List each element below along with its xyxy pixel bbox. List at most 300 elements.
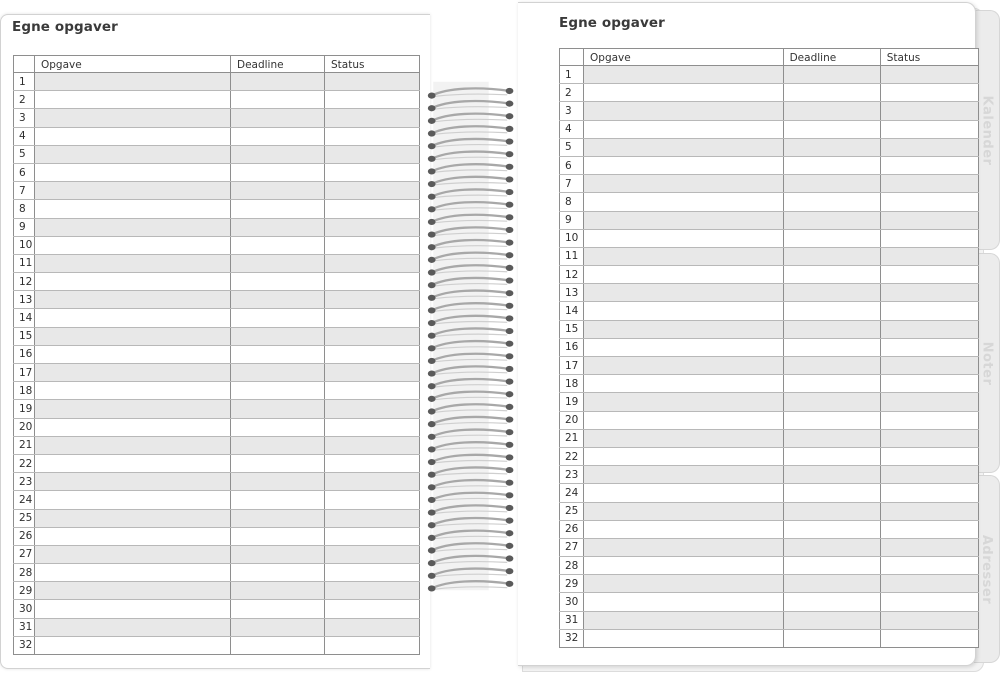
cell-deadline[interactable] xyxy=(231,600,325,618)
cell-status[interactable] xyxy=(880,502,978,520)
cell-deadline[interactable] xyxy=(231,454,325,472)
cell-status[interactable] xyxy=(325,327,420,345)
cell-opgave[interactable] xyxy=(584,120,784,138)
coil-end-right xyxy=(506,555,514,561)
table-row xyxy=(560,593,979,611)
cell-deadline[interactable] xyxy=(231,382,325,400)
cell-status[interactable] xyxy=(325,509,420,527)
cell-deadline[interactable] xyxy=(783,175,880,193)
table-header xyxy=(560,49,979,66)
cell-opgave[interactable] xyxy=(584,447,784,465)
row-number: 31 xyxy=(560,611,584,629)
header-opgave: Opgave xyxy=(35,56,231,73)
cell-status[interactable] xyxy=(325,618,420,636)
cell-deadline[interactable] xyxy=(231,200,325,218)
cell-deadline[interactable] xyxy=(783,611,880,629)
cell-deadline[interactable] xyxy=(783,557,880,575)
cell-opgave[interactable] xyxy=(584,557,784,575)
cell-status[interactable] xyxy=(325,145,420,163)
cell-status[interactable] xyxy=(880,84,978,102)
coil-end-left xyxy=(428,472,436,478)
row-number: 15 xyxy=(14,327,35,345)
cell-deadline[interactable] xyxy=(783,593,880,611)
table-row xyxy=(560,466,979,484)
table-row xyxy=(560,357,979,375)
cell-deadline[interactable] xyxy=(783,193,880,211)
cell-opgave[interactable] xyxy=(35,145,231,163)
cell-status[interactable] xyxy=(880,320,978,338)
coil-end-left xyxy=(428,320,436,326)
cell-deadline[interactable] xyxy=(231,473,325,491)
cell-deadline[interactable] xyxy=(783,120,880,138)
cell-status[interactable] xyxy=(325,382,420,400)
cell-opgave[interactable] xyxy=(584,338,784,356)
cell-status[interactable] xyxy=(325,436,420,454)
cell-status[interactable] xyxy=(880,575,978,593)
row-number: 19 xyxy=(560,393,584,411)
cell-status[interactable] xyxy=(880,629,978,647)
cell-status[interactable] xyxy=(880,538,978,556)
table-row xyxy=(560,120,979,138)
table-row xyxy=(560,338,979,356)
cell-deadline[interactable] xyxy=(231,273,325,291)
row-number: 22 xyxy=(14,454,35,472)
table-row xyxy=(14,582,420,600)
header-number xyxy=(14,56,35,73)
cell-deadline[interactable] xyxy=(231,236,325,254)
row-number: 4 xyxy=(560,120,584,138)
cell-opgave[interactable] xyxy=(35,618,231,636)
cell-opgave[interactable] xyxy=(35,273,231,291)
cell-status[interactable] xyxy=(325,127,420,145)
cell-opgave[interactable] xyxy=(584,538,784,556)
header-status: Status xyxy=(325,56,420,73)
table-row xyxy=(560,156,979,174)
cell-status[interactable] xyxy=(325,473,420,491)
cell-opgave[interactable] xyxy=(584,175,784,193)
cell-deadline[interactable] xyxy=(231,291,325,309)
table-row xyxy=(560,429,979,447)
cell-opgave[interactable] xyxy=(35,527,231,545)
cell-opgave[interactable] xyxy=(35,600,231,618)
coil-end-left xyxy=(428,484,436,490)
cell-opgave[interactable] xyxy=(584,357,784,375)
row-number: 23 xyxy=(14,473,35,491)
row-number: 16 xyxy=(14,345,35,363)
table-row xyxy=(14,345,420,363)
cell-opgave[interactable] xyxy=(35,473,231,491)
header-deadline: Deadline xyxy=(783,49,880,66)
row-number: 29 xyxy=(14,582,35,600)
cell-status[interactable] xyxy=(325,582,420,600)
cell-status[interactable] xyxy=(880,338,978,356)
row-number: 6 xyxy=(14,163,35,181)
row-number: 12 xyxy=(14,273,35,291)
table-row xyxy=(14,600,420,618)
cell-deadline[interactable] xyxy=(783,229,880,247)
row-number: 25 xyxy=(14,509,35,527)
row-number: 30 xyxy=(560,593,584,611)
cell-opgave[interactable] xyxy=(584,375,784,393)
coil-end-left xyxy=(428,522,436,528)
cell-status[interactable] xyxy=(325,291,420,309)
cell-deadline[interactable] xyxy=(783,629,880,647)
cell-deadline[interactable] xyxy=(231,91,325,109)
cell-status[interactable] xyxy=(880,411,978,429)
cell-status[interactable] xyxy=(880,520,978,538)
cell-opgave[interactable] xyxy=(584,429,784,447)
cell-deadline[interactable] xyxy=(231,364,325,382)
cell-opgave[interactable] xyxy=(35,127,231,145)
cell-status[interactable] xyxy=(880,557,978,575)
coil-end-right xyxy=(506,303,514,309)
cell-opgave[interactable] xyxy=(35,254,231,272)
cell-deadline[interactable] xyxy=(783,429,880,447)
cell-opgave[interactable] xyxy=(35,418,231,436)
cell-status[interactable] xyxy=(325,364,420,382)
cell-opgave[interactable] xyxy=(584,229,784,247)
row-number: 19 xyxy=(14,400,35,418)
cell-deadline[interactable] xyxy=(783,357,880,375)
cell-status[interactable] xyxy=(325,163,420,181)
cell-deadline[interactable] xyxy=(231,436,325,454)
cell-opgave[interactable] xyxy=(35,182,231,200)
cell-deadline[interactable] xyxy=(783,266,880,284)
cell-status[interactable] xyxy=(325,527,420,545)
cell-deadline[interactable] xyxy=(783,247,880,265)
coil-end-left xyxy=(428,93,436,99)
cell-opgave[interactable] xyxy=(35,73,231,91)
coil-end-right xyxy=(506,126,514,132)
cell-status[interactable] xyxy=(880,302,978,320)
row-number: 2 xyxy=(14,91,35,109)
row-number: 22 xyxy=(560,447,584,465)
cell-deadline[interactable] xyxy=(783,484,880,502)
row-number: 20 xyxy=(560,411,584,429)
coil-end-right xyxy=(506,277,514,283)
cell-status[interactable] xyxy=(325,309,420,327)
cell-status[interactable] xyxy=(880,429,978,447)
cell-opgave[interactable] xyxy=(35,309,231,327)
cell-opgave[interactable] xyxy=(35,436,231,454)
coil-end-right xyxy=(506,391,514,397)
row-number: 6 xyxy=(560,156,584,174)
cell-opgave[interactable] xyxy=(35,564,231,582)
cell-deadline[interactable] xyxy=(783,66,880,84)
cell-status[interactable] xyxy=(880,284,978,302)
cell-opgave[interactable] xyxy=(584,156,784,174)
cell-opgave[interactable] xyxy=(35,345,231,363)
table-row xyxy=(14,454,420,472)
tab-kalender[interactable]: Kalender xyxy=(974,10,1000,250)
table-row xyxy=(14,618,420,636)
cell-status[interactable] xyxy=(880,211,978,229)
cell-opgave[interactable] xyxy=(584,393,784,411)
cell-deadline[interactable] xyxy=(231,327,325,345)
cell-deadline[interactable] xyxy=(231,73,325,91)
cell-deadline[interactable] xyxy=(783,211,880,229)
cell-status[interactable] xyxy=(880,593,978,611)
cell-status[interactable] xyxy=(880,266,978,284)
cell-opgave[interactable] xyxy=(584,629,784,647)
cell-status[interactable] xyxy=(325,454,420,472)
coil-end-right xyxy=(506,240,514,246)
cell-status[interactable] xyxy=(325,109,420,127)
cell-opgave[interactable] xyxy=(584,138,784,156)
coil-end-right xyxy=(506,530,514,536)
cell-status[interactable] xyxy=(880,247,978,265)
table-row xyxy=(560,229,979,247)
cell-deadline[interactable] xyxy=(231,163,325,181)
cell-opgave[interactable] xyxy=(584,102,784,120)
coil-end-right xyxy=(506,101,514,107)
coil-end-left xyxy=(428,459,436,465)
tab-noter[interactable]: Noter xyxy=(974,253,1000,473)
cell-opgave[interactable] xyxy=(35,582,231,600)
cell-deadline[interactable] xyxy=(231,564,325,582)
cell-opgave[interactable] xyxy=(584,302,784,320)
coil-end-left xyxy=(428,383,436,389)
cell-status[interactable] xyxy=(325,182,420,200)
cell-opgave[interactable] xyxy=(584,520,784,538)
cell-status[interactable] xyxy=(325,600,420,618)
cell-status[interactable] xyxy=(880,229,978,247)
cell-opgave[interactable] xyxy=(584,247,784,265)
cell-status[interactable] xyxy=(325,73,420,91)
cell-status[interactable] xyxy=(325,200,420,218)
cell-status[interactable] xyxy=(880,447,978,465)
cell-deadline[interactable] xyxy=(231,127,325,145)
coil-end-left xyxy=(428,307,436,313)
cell-deadline[interactable] xyxy=(231,182,325,200)
coil-end-right xyxy=(506,151,514,157)
cell-status[interactable] xyxy=(325,418,420,436)
coil-end-left xyxy=(428,130,436,136)
cell-status[interactable] xyxy=(880,357,978,375)
cell-status[interactable] xyxy=(880,375,978,393)
cell-deadline[interactable] xyxy=(231,491,325,509)
cell-opgave[interactable] xyxy=(35,382,231,400)
row-number: 13 xyxy=(14,291,35,309)
cell-deadline[interactable] xyxy=(231,545,325,563)
cell-deadline[interactable] xyxy=(783,375,880,393)
cell-deadline[interactable] xyxy=(783,502,880,520)
coil-end-left xyxy=(428,105,436,111)
cell-opgave[interactable] xyxy=(35,109,231,127)
cell-status[interactable] xyxy=(880,484,978,502)
coil-end-right xyxy=(506,366,514,372)
cell-deadline[interactable] xyxy=(783,338,880,356)
coil-end-left xyxy=(428,282,436,288)
cell-opgave[interactable] xyxy=(35,636,231,654)
coil-end-left xyxy=(428,358,436,364)
cell-opgave[interactable] xyxy=(35,200,231,218)
cell-status[interactable] xyxy=(880,66,978,84)
cell-deadline[interactable] xyxy=(783,320,880,338)
cell-deadline[interactable] xyxy=(783,102,880,120)
cell-status[interactable] xyxy=(880,611,978,629)
cell-opgave[interactable] xyxy=(584,320,784,338)
cell-deadline[interactable] xyxy=(231,309,325,327)
table-row xyxy=(14,364,420,382)
cell-opgave[interactable] xyxy=(35,163,231,181)
table-row xyxy=(560,538,979,556)
coil-end-right xyxy=(506,505,514,511)
coil-end-left xyxy=(428,219,436,225)
row-number: 32 xyxy=(14,636,35,654)
cell-status[interactable] xyxy=(325,564,420,582)
table-row xyxy=(560,211,979,229)
coil-end-right xyxy=(506,442,514,448)
cell-deadline[interactable] xyxy=(783,84,880,102)
cell-opgave[interactable] xyxy=(584,466,784,484)
cell-status[interactable] xyxy=(880,156,978,174)
cell-opgave[interactable] xyxy=(35,491,231,509)
table-row xyxy=(14,273,420,291)
cell-opgave[interactable] xyxy=(584,66,784,84)
table-row xyxy=(14,636,420,654)
cell-status[interactable] xyxy=(880,120,978,138)
cell-deadline[interactable] xyxy=(231,145,325,163)
coil-end-right xyxy=(506,265,514,271)
cell-opgave[interactable] xyxy=(584,611,784,629)
cell-status[interactable] xyxy=(880,102,978,120)
cell-deadline[interactable] xyxy=(231,618,325,636)
table-row xyxy=(14,236,420,254)
cell-opgave[interactable] xyxy=(35,364,231,382)
row-number: 10 xyxy=(560,229,584,247)
cell-status[interactable] xyxy=(325,254,420,272)
cell-deadline[interactable] xyxy=(231,418,325,436)
cell-deadline[interactable] xyxy=(231,109,325,127)
cell-deadline[interactable] xyxy=(231,254,325,272)
coil-end-left xyxy=(428,547,436,553)
coil-end-right xyxy=(506,467,514,473)
table-row xyxy=(14,91,420,109)
cell-deadline[interactable] xyxy=(231,636,325,654)
cell-opgave[interactable] xyxy=(35,218,231,236)
cell-status[interactable] xyxy=(325,273,420,291)
cell-deadline[interactable] xyxy=(231,400,325,418)
coil-end-left xyxy=(428,573,436,579)
cell-opgave[interactable] xyxy=(35,454,231,472)
coil-end-left xyxy=(428,143,436,149)
table-row xyxy=(560,84,979,102)
cell-status[interactable] xyxy=(325,345,420,363)
coil-end-right xyxy=(506,416,514,422)
coil-end-left xyxy=(428,168,436,174)
cell-status[interactable] xyxy=(880,393,978,411)
cell-opgave[interactable] xyxy=(584,502,784,520)
row-number: 7 xyxy=(560,175,584,193)
coil-end-left xyxy=(428,269,436,275)
cell-opgave[interactable] xyxy=(35,236,231,254)
coil-end-right xyxy=(506,164,514,170)
coil-end-right xyxy=(506,492,514,498)
cell-opgave[interactable] xyxy=(584,266,784,284)
cell-opgave[interactable] xyxy=(584,284,784,302)
cell-deadline[interactable] xyxy=(783,466,880,484)
cell-opgave[interactable] xyxy=(35,291,231,309)
cell-opgave[interactable] xyxy=(584,84,784,102)
table-row xyxy=(560,66,979,84)
cell-status[interactable] xyxy=(880,193,978,211)
spiral-binding xyxy=(424,2,518,670)
cell-opgave[interactable] xyxy=(35,545,231,563)
row-number: 25 xyxy=(560,502,584,520)
cell-deadline[interactable] xyxy=(783,411,880,429)
table-row xyxy=(14,254,420,272)
row-number: 1 xyxy=(560,66,584,84)
cell-deadline[interactable] xyxy=(783,393,880,411)
cell-opgave[interactable] xyxy=(35,91,231,109)
cell-status[interactable] xyxy=(325,400,420,418)
cell-deadline[interactable] xyxy=(231,509,325,527)
row-number: 17 xyxy=(560,357,584,375)
row-number: 16 xyxy=(560,338,584,356)
cell-deadline[interactable] xyxy=(783,284,880,302)
table-row xyxy=(14,491,420,509)
row-number: 31 xyxy=(14,618,35,636)
coil-end-left xyxy=(428,535,436,541)
coil-end-right xyxy=(506,227,514,233)
cell-status[interactable] xyxy=(325,636,420,654)
table-row xyxy=(560,302,979,320)
cell-status[interactable] xyxy=(325,218,420,236)
coil-end-left xyxy=(428,585,436,591)
row-number: 27 xyxy=(560,538,584,556)
cell-status[interactable] xyxy=(325,91,420,109)
cell-status[interactable] xyxy=(880,175,978,193)
left-page xyxy=(0,14,430,669)
cell-deadline[interactable] xyxy=(231,527,325,545)
cell-deadline[interactable] xyxy=(783,156,880,174)
cell-opgave[interactable] xyxy=(584,484,784,502)
table-row xyxy=(560,138,979,156)
cell-status[interactable] xyxy=(325,491,420,509)
tab-adresser[interactable]: Adresser xyxy=(974,475,1000,663)
cell-opgave[interactable] xyxy=(584,193,784,211)
cell-status[interactable] xyxy=(880,466,978,484)
coil-end-right xyxy=(506,353,514,359)
cell-deadline[interactable] xyxy=(231,218,325,236)
cell-status[interactable] xyxy=(325,545,420,563)
cell-opgave[interactable] xyxy=(35,509,231,527)
table-row xyxy=(560,629,979,647)
cell-opgave[interactable] xyxy=(35,327,231,345)
cell-deadline[interactable] xyxy=(783,538,880,556)
coil-end-right xyxy=(506,202,514,208)
cell-opgave[interactable] xyxy=(584,411,784,429)
cell-deadline[interactable] xyxy=(783,302,880,320)
table-row xyxy=(560,502,979,520)
table-row xyxy=(560,520,979,538)
table-row xyxy=(14,182,420,200)
cell-opgave[interactable] xyxy=(35,400,231,418)
cell-deadline[interactable] xyxy=(231,345,325,363)
cell-status[interactable] xyxy=(880,138,978,156)
cell-opgave[interactable] xyxy=(584,593,784,611)
cell-deadline[interactable] xyxy=(231,582,325,600)
cell-opgave[interactable] xyxy=(584,575,784,593)
page-title: Egne opgaver xyxy=(12,19,118,35)
cell-opgave[interactable] xyxy=(584,211,784,229)
cell-status[interactable] xyxy=(325,236,420,254)
cell-deadline[interactable] xyxy=(783,520,880,538)
cell-deadline[interactable] xyxy=(783,447,880,465)
cell-deadline[interactable] xyxy=(783,138,880,156)
cell-deadline[interactable] xyxy=(783,575,880,593)
